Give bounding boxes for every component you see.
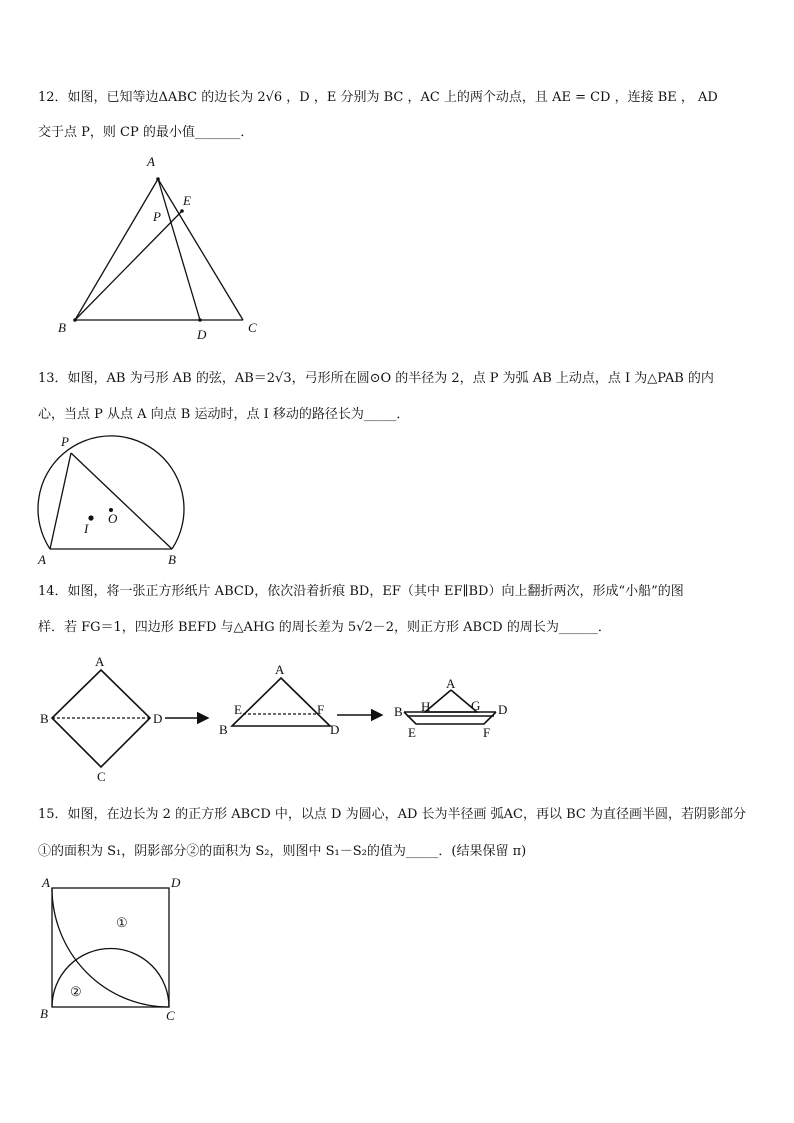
label-a: A xyxy=(147,154,155,169)
q14-text-line1: 14．如图，将一张正方形纸片 ABCD，依次沿着折痕 BD，EF（其中 EF∥BD）向上翻折两次，形成“小船”的图 xyxy=(38,584,684,599)
q14-folding-figure xyxy=(32,648,592,786)
label-h3: H xyxy=(421,699,431,714)
label-c: C xyxy=(166,1008,175,1023)
label-a3: A xyxy=(446,676,456,691)
label-d3: D xyxy=(498,702,508,717)
q15-text-line2: ①的面积为 S₁，阴影部分②的面积为 S₂，则图中 S₁－S₂的值为_____．(结果保留 π) xyxy=(38,844,527,859)
label-a: A xyxy=(42,875,50,890)
label-p: P xyxy=(61,434,69,449)
segment-ac xyxy=(158,179,243,320)
label-b: B xyxy=(40,1006,48,1021)
label-i: I xyxy=(84,521,89,536)
label-a2: A xyxy=(275,662,285,677)
arc-ab xyxy=(38,436,184,549)
segment-pa xyxy=(50,453,71,549)
q15-square-arcs-figure xyxy=(34,872,194,1027)
label-p: P xyxy=(153,209,161,224)
region-1-label: ① xyxy=(116,915,128,930)
label-b: B xyxy=(58,320,66,335)
label-e2: E xyxy=(234,702,242,717)
q13-text-line1: 13．如图，AB 为弓形 AB 的弦，AB＝2√3，弓形所在圆⊙O 的半径为 2，点 P 为弧 AB 上动点，点 I 为△PAB 的内 xyxy=(38,371,714,386)
q14-text-line2: 样．若 FG＝1，四边形 BEFD 与△AHG 的周长差为 5√2－2，则正方形 ABCD 的周长为______． xyxy=(38,620,611,635)
q12-text-line2: 交于点 P，则 CP 的最小值_______． xyxy=(38,125,254,140)
label-d: D xyxy=(171,875,181,890)
label-a: A xyxy=(38,552,46,567)
segment-be xyxy=(75,211,182,320)
q12-text-line1: 12．如图，已知等边ΔABC 的边长为 2√6 ，D ，E 分别为 BC ，AC 上的两个动点，且 AE = CD ，连接 BE ， AD xyxy=(38,90,718,105)
label-b: B xyxy=(168,552,176,567)
square-abcd xyxy=(52,670,150,767)
segment-ad xyxy=(158,179,200,320)
label-b3: B xyxy=(394,704,403,719)
q13-text-line2: 心，当点 P 从点 A 向点 B 运动时，点 I 移动的路径长为_____． xyxy=(38,407,410,422)
label-c1: C xyxy=(97,769,106,784)
label-d1: D xyxy=(153,711,163,726)
label-e3: E xyxy=(408,725,416,740)
label-g3: G xyxy=(471,698,481,713)
triangle-abd xyxy=(232,678,330,726)
label-b2: B xyxy=(219,722,228,737)
label-d: D xyxy=(197,327,207,342)
label-b1: B xyxy=(40,711,49,726)
point-i xyxy=(88,515,93,520)
boat-shape xyxy=(404,690,496,724)
segment-ab xyxy=(75,179,158,320)
region-2-label: ② xyxy=(70,984,82,999)
label-c: C xyxy=(248,320,257,335)
q15-text-line1: 15．如图，在边长为 2 的正方形 ABCD 中，以点 D 为圆心，AD 长为半径画 弧AC，再以 BC 为直径画半圆，若阴影部分 xyxy=(38,807,746,822)
q13-circle-segment-figure xyxy=(30,432,195,570)
label-a1: A xyxy=(95,654,105,669)
label-d2: D xyxy=(330,722,340,737)
label-e: E xyxy=(183,193,191,208)
label-f2: F xyxy=(317,702,325,717)
label-o: O xyxy=(108,511,118,526)
label-f3: F xyxy=(483,725,491,740)
q12-triangle-figure xyxy=(50,152,270,342)
